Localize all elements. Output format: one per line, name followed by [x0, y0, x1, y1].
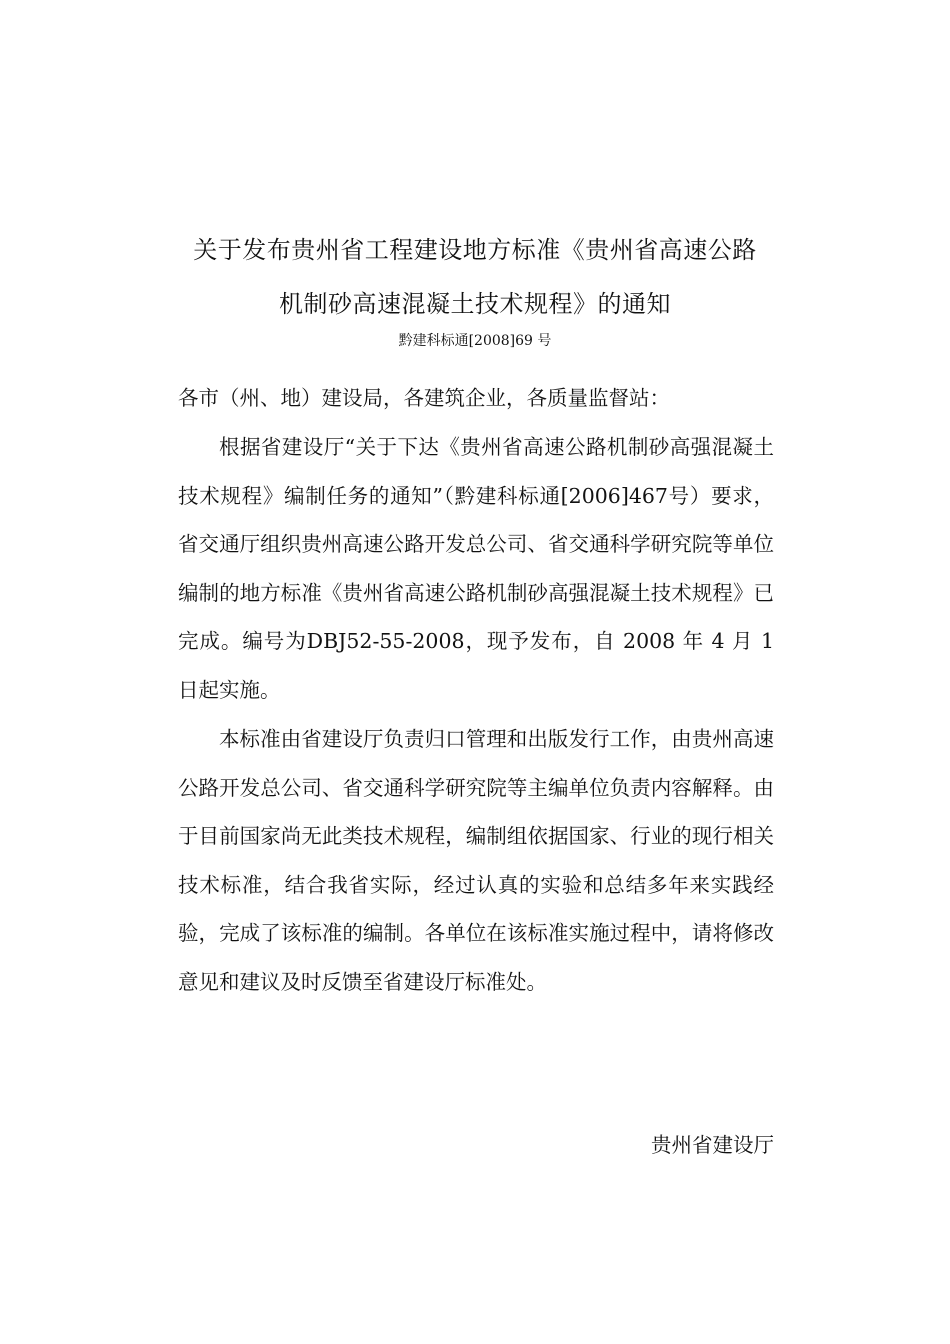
body-paragraph-1: 根据省建设厅“关于下达《贵州省高速公路机制砂高强混凝土技术规程》编制任务的通知”（黔建科标通[2006]467号）要求，省交通厅组织贵州高速公路开发总公司、省交通科学研究院等单位编制的地方标准《贵州省高速公路机制砂高强混凝土技术规程》已完成。编号为DBJ52-55-2008，现予发布，自 2008 年 4 月 1 日起实施。: [178, 435, 774, 702]
document-number: 黔建科标通[2008]69 号: [398, 333, 552, 349]
document-title-line-1: 关于发布贵州省工程建设地方标准《贵州省高速公路: [193, 236, 757, 264]
salutation: 各市（州、地）建设局，各建筑企业，各质量监督站：: [178, 386, 670, 410]
document-title-line-2: 机制砂高速混凝土技术规程》的通知: [279, 290, 671, 318]
issuer-signature: 贵州省建设厅: [651, 1133, 774, 1157]
body-paragraph-2: 本标准由省建设厅负责归口管理和出版发行工作，由贵州高速公路开发总公司、省交通科学研究院等主编单位负责内容解释。由于目前国家尚无此类技术规程，编制组依据国家、行业的现行相关技术标准，结合我省实际，经过认真的实验和总结多年来实践经验，完成了该标准的编制。各单位在该标准实施过程中，请将修改意见和建议及时反馈至省建设厅标准处。: [178, 727, 774, 994]
